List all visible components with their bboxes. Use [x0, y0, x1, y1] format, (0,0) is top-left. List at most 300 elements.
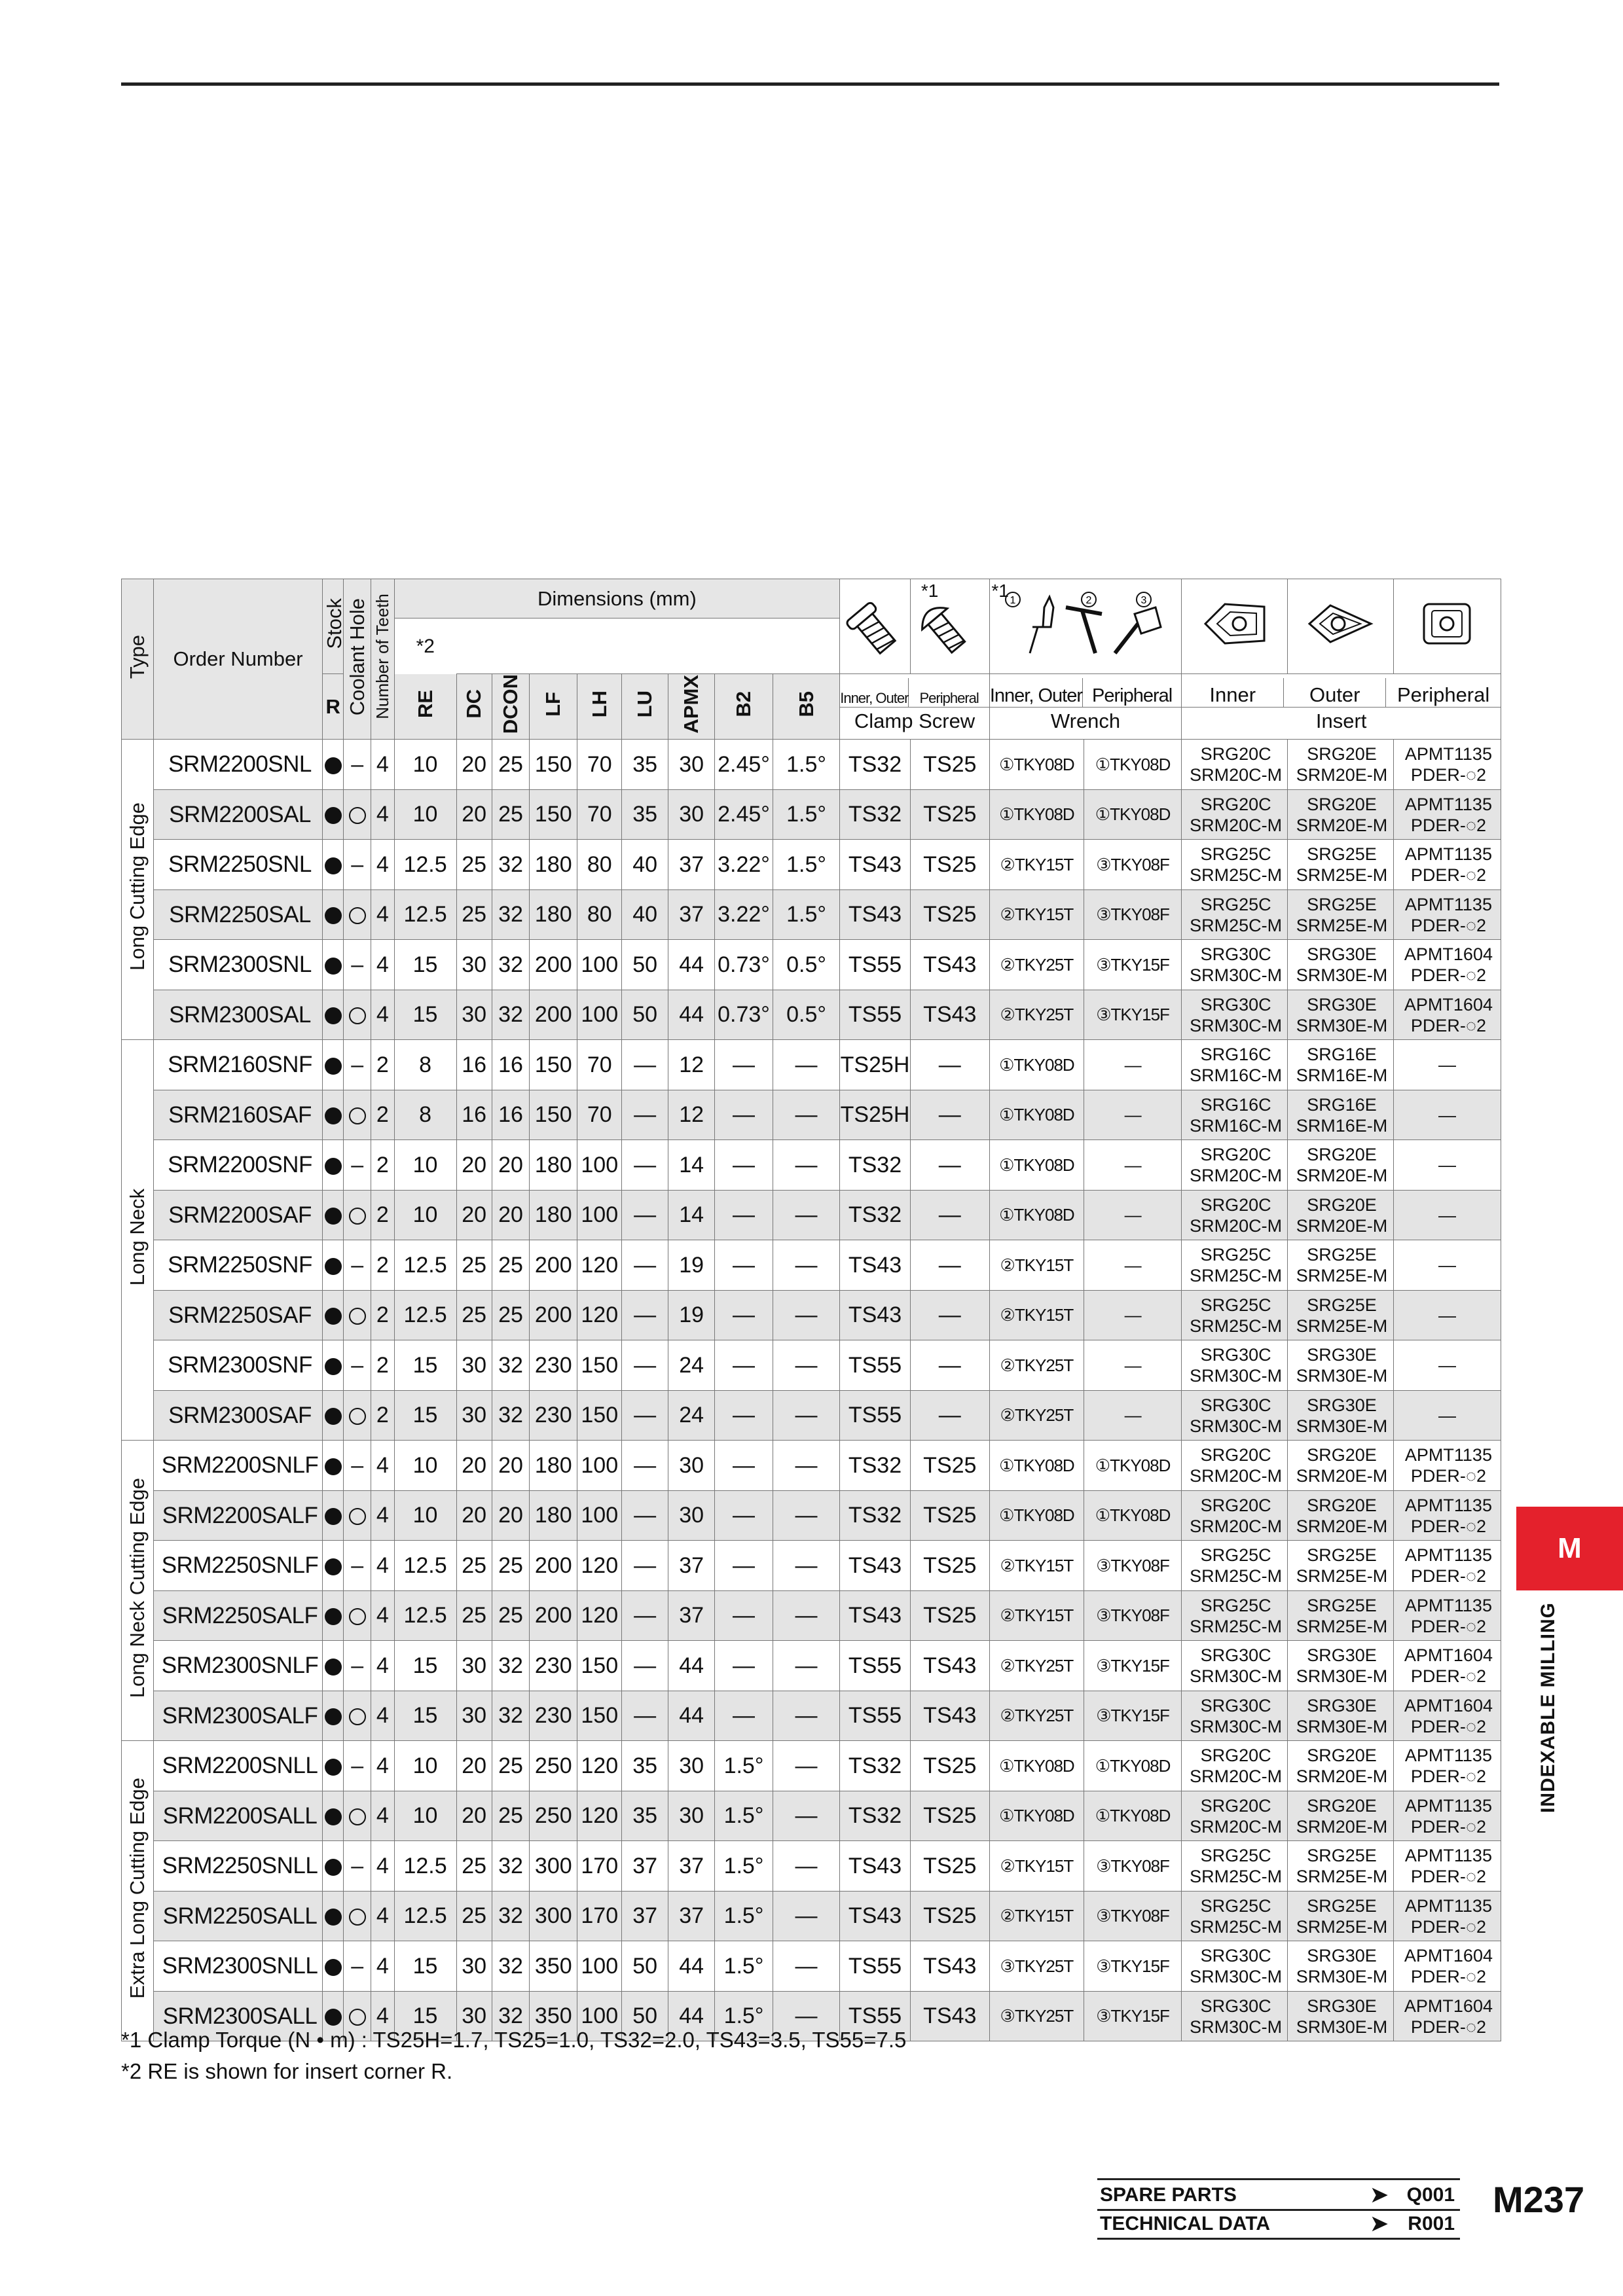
dc-cell: 30 [456, 1991, 492, 2041]
coolant-ring-icon [349, 1708, 366, 1725]
lf-cell: 350 [530, 1991, 577, 2041]
wrench-peripheral-cell: ③TKY15F [1084, 1691, 1181, 1741]
lh-cell: 100 [577, 1140, 622, 1191]
stock-cell [322, 1590, 343, 1641]
wrench-peripheral-cell: — [1084, 1240, 1181, 1291]
clamp-screw-peripheral-cell: TS25 [910, 1741, 989, 1791]
arrow-right-icon: ➤ [1370, 2183, 1388, 2206]
table-row [122, 990, 1501, 1040]
teeth-cell: 4 [371, 889, 394, 940]
stock-cell [322, 1040, 343, 1090]
b5-cell: — [773, 1190, 839, 1240]
stock-dot-icon [325, 807, 342, 824]
teeth-cell: 2 [371, 1240, 394, 1291]
apmx-cell: 30 [668, 1741, 715, 1791]
stock-cell [322, 1541, 343, 1591]
b5-cell: 1.5° [773, 789, 839, 840]
lh-cell: 70 [577, 1090, 622, 1140]
table-row [122, 1290, 1501, 1340]
dc-cell: 20 [456, 789, 492, 840]
table-row [122, 1941, 1501, 1992]
section-tab-m[interactable]: M [1516, 1507, 1623, 1590]
lu-cell: — [622, 1691, 668, 1741]
order-number-cell: SRM2160SNF [154, 1040, 323, 1090]
wrench-inner-outer-cell: ①TKY08D [989, 1490, 1084, 1541]
lf-cell: 200 [530, 1290, 577, 1340]
insert-peripheral-cell: — [1393, 1090, 1501, 1140]
insert-outer-cell: SRG20E SRM20E-M [1288, 789, 1394, 840]
lf-cell: 200 [530, 1240, 577, 1291]
lh-cell: 100 [577, 1190, 622, 1240]
b2-cell: — [715, 1691, 773, 1741]
lh-cell: 150 [577, 1340, 622, 1391]
lh-cell: 150 [577, 1390, 622, 1441]
lh-cell: 70 [577, 1040, 622, 1090]
insert-inner-cell: SRG25C SRM25C-M [1182, 1290, 1288, 1340]
order-number-cell: SRM2200SNLL [154, 1741, 323, 1791]
lh-cell: 120 [577, 1590, 622, 1641]
coolant-hole-cell [344, 990, 371, 1040]
b2-cell: 2.45° [715, 740, 773, 790]
teeth-cell: 4 [371, 1891, 394, 1941]
apmx-cell: 37 [668, 1891, 715, 1941]
order-number-cell: SRM2160SAF [154, 1090, 323, 1140]
re-cell: 15 [394, 940, 456, 990]
dc-cell: 20 [456, 1441, 492, 1491]
coolant-hole-cell: – [344, 1441, 371, 1491]
wrench-inner-outer-cell: ①TKY08D [989, 789, 1084, 840]
insert-peripheral-cell: APMT1604 PDER-◌2 [1393, 1941, 1501, 1992]
b2-cell: — [715, 1340, 773, 1391]
coolant-hole-cell: – [344, 1340, 371, 1391]
apmx-cell: 37 [668, 1590, 715, 1641]
insert-peripheral-cell: APMT1135 PDER-◌2 [1393, 1590, 1501, 1641]
b5-cell: — [773, 1541, 839, 1591]
lf-cell: 200 [530, 1590, 577, 1641]
wrench-peripheral-cell: ①TKY08D [1084, 1791, 1181, 1841]
insert-outer-cell: SRG25E SRM25E-M [1288, 1541, 1394, 1591]
star1-marker: *1 [921, 581, 939, 601]
b5-cell: — [773, 1691, 839, 1741]
teeth-cell: 2 [371, 1040, 394, 1090]
insert-peripheral-cell: — [1393, 1190, 1501, 1240]
wrench-inner-outer-cell: ②TKY15T [989, 1290, 1084, 1340]
clamp-screw-label: Clamp Screw [854, 709, 976, 733]
lu-cell: 35 [622, 789, 668, 840]
re-cell: 10 [394, 1490, 456, 1541]
coolant-ring-icon [349, 807, 366, 824]
lf-cell: 180 [530, 1140, 577, 1191]
order-number-cell: SRM2300SALL [154, 1991, 323, 2041]
wrench-peripheral-cell: ③TKY15F [1084, 940, 1181, 990]
re-cell: 12.5 [394, 1891, 456, 1941]
teeth-cell: 4 [371, 1991, 394, 2041]
stock-cell [322, 1090, 343, 1140]
teeth-cell: 4 [371, 789, 394, 840]
wrench-inner-outer-cell: ①TKY08D [989, 740, 1084, 790]
stock-dot-icon [325, 1058, 342, 1075]
stock-cell [322, 1641, 343, 1691]
insert-inner-cell: SRG20C SRM20C-M [1182, 1190, 1288, 1240]
clamp-screw-peripheral-cell: TS25 [910, 1441, 989, 1491]
insert-inner-cell: SRG20C SRM20C-M [1182, 1490, 1288, 1541]
dcon-cell: 32 [492, 1991, 529, 2041]
ref-spare-parts[interactable] [1097, 2178, 1460, 2211]
clamp-screw-inner-outer-cell: TS25H [840, 1090, 911, 1140]
re-cell: 12.5 [394, 1590, 456, 1641]
table-row [122, 1791, 1501, 1841]
stock-cell [322, 740, 343, 790]
clamp-screw-inner-outer-cell: TS43 [840, 1891, 911, 1941]
re-cell: 12.5 [394, 1240, 456, 1291]
dc-cell: 16 [456, 1040, 492, 1090]
table-row [122, 1240, 1501, 1291]
lf-cell: 300 [530, 1891, 577, 1941]
clamp-screw-peripheral-cell: TS25 [910, 740, 989, 790]
insert-outer-icon [1288, 579, 1394, 674]
coolant-hole-cell [344, 1691, 371, 1741]
order-number-cell: SRM2200SAL [154, 789, 323, 840]
apmx-cell: 30 [668, 1441, 715, 1491]
lh-cell: 100 [577, 1991, 622, 2041]
lf-cell: 250 [530, 1791, 577, 1841]
table-row [122, 1090, 1501, 1140]
lu-cell: — [622, 1390, 668, 1441]
stock-cell [322, 1441, 343, 1491]
insert-outer-cell: SRG30E SRM30E-M [1288, 990, 1394, 1040]
wrench-icons [989, 579, 1181, 674]
coolant-ring-icon [349, 1508, 366, 1525]
insert-peripheral-cell: APMT1135 PDER-◌2 [1393, 1741, 1501, 1791]
clamp-screw-inner-outer-cell: TS55 [840, 1691, 911, 1741]
lu-cell: — [622, 1290, 668, 1340]
insert-outer-cell: SRG30E SRM30E-M [1288, 1641, 1394, 1691]
insert-inner-cell: SRG30C SRM30C-M [1182, 1641, 1288, 1691]
teeth-cell: 2 [371, 1140, 394, 1191]
type-group-label: Long Neck [122, 1040, 154, 1441]
lh-cell: 80 [577, 889, 622, 940]
clamp-screw-inner-outer-cell: TS55 [840, 1991, 911, 2041]
apmx-cell: 30 [668, 1791, 715, 1841]
wrench-peripheral-cell: ③TKY15F [1084, 1941, 1181, 1992]
dcon-cell: 25 [492, 740, 529, 790]
apmx-cell: 24 [668, 1390, 715, 1441]
teeth-header: Number of Teeth [371, 579, 394, 740]
dcon-cell: 25 [492, 1541, 529, 1591]
apmx-cell: 37 [668, 889, 715, 940]
order-number-cell: SRM2300SAF [154, 1390, 323, 1441]
re-cell: 10 [394, 1741, 456, 1791]
order-number-cell: SRM2300SALF [154, 1691, 323, 1741]
clamp-screw-inner-outer-cell: TS32 [840, 1190, 911, 1240]
table-row [122, 1891, 1501, 1941]
wrench-inner-outer-cell: ①TKY08D [989, 1190, 1084, 1240]
b5-cell: — [773, 1040, 839, 1090]
coolant-ring-icon [349, 907, 366, 924]
coolant-ring-icon [349, 1308, 366, 1325]
b2-cell: 3.22° [715, 889, 773, 940]
wrench-label: Wrench [1050, 709, 1121, 733]
teeth-cell: 4 [371, 1541, 394, 1591]
clamp-screw-peripheral-cell: TS43 [910, 990, 989, 1040]
apmx-cell: 37 [668, 840, 715, 890]
coolant-ring-icon [349, 1007, 366, 1024]
wrench-sub-inner-outer: Inner, Outer [990, 678, 1083, 707]
top-rule [121, 82, 1499, 86]
insert-peripheral-cell: APMT1135 PDER-◌2 [1393, 1841, 1501, 1892]
dim-b2: B2 [715, 674, 773, 740]
order-number-cell: SRM2300SNL [154, 940, 323, 990]
dcon-cell: 20 [492, 1190, 529, 1240]
coolant-hole-cell [344, 889, 371, 940]
clamp-screw-header [840, 674, 990, 740]
clamp-screw-peripheral-cell: TS25 [910, 1791, 989, 1841]
teeth-cell: 4 [371, 1691, 394, 1741]
order-number-cell: SRM2250SNF [154, 1240, 323, 1291]
lu-cell: — [622, 1541, 668, 1591]
stock-dot-icon [325, 2009, 342, 2026]
apmx-cell: 12 [668, 1040, 715, 1090]
wrench-peripheral-cell: ①TKY08D [1084, 789, 1181, 840]
clamp-sub-inner-outer: Inner, Outer [840, 678, 909, 707]
stock-dot-icon [325, 958, 342, 975]
lu-cell: 37 [622, 1841, 668, 1892]
wrench-inner-outer-cell: ②TKY15T [989, 840, 1084, 890]
insert-inner-cell: SRG25C SRM25C-M [1182, 1841, 1288, 1892]
table-row [122, 1441, 1501, 1491]
re-cell: 15 [394, 1340, 456, 1391]
order-number-cell: SRM2200SALL [154, 1791, 323, 1841]
re-cell: 10 [394, 1190, 456, 1240]
insert-peripheral-cell: — [1393, 1240, 1501, 1291]
teeth-cell: 2 [371, 1190, 394, 1240]
coolant-ring-icon [349, 1909, 366, 1926]
stock-dot-icon [325, 1708, 342, 1725]
lu-cell: — [622, 1190, 668, 1240]
clamp-screw-peripheral-cell: TS25 [910, 1841, 989, 1892]
clamp-screw-inner-outer-cell: TS43 [840, 1240, 911, 1291]
insert-outer-cell: SRG20E SRM20E-M [1288, 1741, 1394, 1791]
wrench-peripheral-cell: ③TKY08F [1084, 1841, 1181, 1892]
wrench-inner-outer-cell: ②TKY15T [989, 1891, 1084, 1941]
dcon-cell: 20 [492, 1140, 529, 1191]
apmx-cell: 30 [668, 740, 715, 790]
insert-peripheral-cell: APMT1135 PDER-◌2 [1393, 1791, 1501, 1841]
stock-dot-icon [325, 1408, 342, 1425]
lu-cell: 50 [622, 990, 668, 1040]
stock-dot-icon [325, 1959, 342, 1976]
type-group-label: Extra Long Cutting Edge [122, 1741, 154, 2041]
dc-cell: 25 [456, 1240, 492, 1291]
coolant-hole-cell [344, 1390, 371, 1441]
insert-peripheral-cell: APMT1604 PDER-◌2 [1393, 990, 1501, 1040]
b5-cell: — [773, 1090, 839, 1140]
stock-cell [322, 889, 343, 940]
order-number-cell: SRM2300SNLL [154, 1941, 323, 1992]
lh-cell: 120 [577, 1290, 622, 1340]
lf-cell: 180 [530, 1490, 577, 1541]
insert-peripheral-cell: APMT1135 PDER-◌2 [1393, 1891, 1501, 1941]
b2-cell: 1.5° [715, 1791, 773, 1841]
insert-inner-cell: SRG30C SRM30C-M [1182, 1991, 1288, 2041]
clamp-screw-inner-outer-cell: TS55 [840, 1390, 911, 1441]
stock-dot-icon [325, 1859, 342, 1876]
b5-cell: — [773, 1340, 839, 1391]
table-row [122, 840, 1501, 890]
stock-header: Stock [322, 579, 343, 674]
stock-dot-icon [325, 1308, 342, 1325]
coolant-hole-cell [344, 1090, 371, 1140]
dc-cell: 30 [456, 1390, 492, 1441]
lh-cell: 70 [577, 740, 622, 790]
table-row [122, 789, 1501, 840]
section-label [1531, 1597, 1570, 1813]
clamp-screw-peripheral-cell: TS43 [910, 1941, 989, 1992]
lh-cell: 80 [577, 840, 622, 890]
coolant-hole-cell: – [344, 840, 371, 890]
teeth-cell: 4 [371, 1841, 394, 1892]
clamp-screw-peripheral-cell: TS25 [910, 1590, 989, 1641]
insert-outer-cell: SRG25E SRM25E-M [1288, 1240, 1394, 1291]
stock-cell [322, 1340, 343, 1391]
lf-cell: 180 [530, 840, 577, 890]
re-cell: 8 [394, 1090, 456, 1140]
wrench-peripheral-cell: — [1084, 1340, 1181, 1391]
circle-1-icon: 1 [1010, 595, 1016, 606]
b5-cell: 1.5° [773, 889, 839, 940]
apmx-cell: 37 [668, 1541, 715, 1591]
coolant-ring-icon [349, 1208, 366, 1225]
stock-cell [322, 1891, 343, 1941]
order-number-cell: SRM2250SALF [154, 1590, 323, 1641]
stock-cell [322, 940, 343, 990]
b5-cell: — [773, 1140, 839, 1191]
wrench-header [989, 674, 1181, 740]
insert-peripheral-cell: — [1393, 1290, 1501, 1340]
dcon-cell: 16 [492, 1040, 529, 1090]
dim-b5: B5 [773, 674, 839, 740]
insert-outer-cell: SRG30E SRM30E-M [1288, 1691, 1394, 1741]
b5-cell: — [773, 1290, 839, 1340]
dim-dcon: DCON [492, 674, 529, 740]
ref-technical-data[interactable] [1097, 2209, 1460, 2240]
b5-cell: — [773, 1590, 839, 1641]
clamp-screw-inner-outer-cell: TS43 [840, 1590, 911, 1641]
order-number-cell: SRM2200SNLF [154, 1441, 323, 1491]
clamp-screw-inner-outer-cell: TS43 [840, 1541, 911, 1591]
stock-cell [322, 1741, 343, 1791]
ref-code[interactable]: R001 [1408, 2213, 1455, 2234]
b2-cell: 1.5° [715, 1941, 773, 1992]
stock-dot-icon [325, 1258, 342, 1275]
lf-cell: 150 [530, 1090, 577, 1140]
footnote-clamp-torque: *1 Clamp Torque (N • m) : TS25H=1.7, TS25=1.0, TS32=2.0, TS43=3.5, TS55=7.5 [121, 2028, 907, 2052]
insert-inner-cell: SRG25C SRM25C-M [1182, 889, 1288, 940]
stock-dot-icon [325, 1007, 342, 1024]
clamp-screw-peripheral-cell: TS25 [910, 1541, 989, 1591]
dc-cell: 20 [456, 1490, 492, 1541]
lu-cell: — [622, 1240, 668, 1291]
wrench-peripheral-cell: — [1084, 1390, 1181, 1441]
teeth-cell: 4 [371, 1490, 394, 1541]
dcon-cell: 25 [492, 1791, 529, 1841]
type-group-label: Long Neck Cutting Edge [122, 1441, 154, 1741]
clamp-screw-peripheral-cell: — [910, 1390, 989, 1441]
lu-cell: 50 [622, 1991, 668, 2041]
b5-cell: — [773, 1490, 839, 1541]
table-row [122, 1590, 1501, 1641]
lf-cell: 230 [530, 1340, 577, 1391]
wrench-peripheral-cell: ③TKY08F [1084, 840, 1181, 890]
insert-outer-cell: SRG25E SRM25E-M [1288, 1841, 1394, 1892]
clamp-screw-peripheral-cell: — [910, 1290, 989, 1340]
insert-peripheral-icon [1393, 579, 1501, 674]
wrench-inner-outer-cell: ②TKY15T [989, 1541, 1084, 1591]
order-number-cell: SRM2200SALF [154, 1490, 323, 1541]
apmx-cell: 44 [668, 1941, 715, 1992]
stock-cell [322, 1390, 343, 1441]
insert-inner-cell: SRG20C SRM20C-M [1182, 740, 1288, 790]
teeth-cell: 2 [371, 1290, 394, 1340]
section-label-text: INDEXABLE MILLING [1537, 1602, 1559, 1813]
coolant-hole-cell [344, 1590, 371, 1641]
product-table-wrapper [121, 579, 1501, 2041]
b2-cell: — [715, 1541, 773, 1591]
clamp-screw-peripheral-cell: TS25 [910, 840, 989, 890]
b5-cell: — [773, 1390, 839, 1441]
insert-outer-cell: SRG16E SRM16E-M [1288, 1040, 1394, 1090]
clamp-screw-peripheral-cell: — [910, 1340, 989, 1391]
ref-label: SPARE PARTS [1100, 2184, 1237, 2206]
lf-cell: 200 [530, 940, 577, 990]
insert-outer-cell: SRG25E SRM25E-M [1288, 1590, 1394, 1641]
table-row [122, 1841, 1501, 1892]
clamp-screw-peripheral-cell: TS43 [910, 1641, 989, 1691]
insert-outer-cell: SRG20E SRM20E-M [1288, 1190, 1394, 1240]
teeth-cell: 4 [371, 840, 394, 890]
dim-lh: LH [577, 674, 622, 740]
b2-cell: — [715, 1390, 773, 1441]
b2-cell: 1.5° [715, 1891, 773, 1941]
teeth-cell: 4 [371, 1590, 394, 1641]
stock-dot-icon [325, 857, 342, 874]
re-cell: 10 [394, 1791, 456, 1841]
svg-text:3: 3 [1140, 595, 1147, 606]
wrench-peripheral-cell: ①TKY08D [1084, 1741, 1181, 1791]
wrench-peripheral-cell: ①TKY08D [1084, 1490, 1181, 1541]
insert-inner-cell: SRG20C SRM20C-M [1182, 1741, 1288, 1791]
coolant-hole-cell: – [344, 740, 371, 790]
wrench-peripheral-cell: ③TKY08F [1084, 1891, 1181, 1941]
star1-marker: *1 [991, 581, 1009, 601]
lf-cell: 200 [530, 1541, 577, 1591]
lh-cell: 100 [577, 1490, 622, 1541]
stock-cell [322, 1791, 343, 1841]
clamp-screw-inner-outer-cell: TS32 [840, 1140, 911, 1191]
stock-dot-icon [325, 1158, 342, 1175]
insert-inner-cell: SRG25C SRM25C-M [1182, 1590, 1288, 1641]
dcon-cell: 32 [492, 1841, 529, 1892]
re-cell: 15 [394, 1941, 456, 1992]
dim-lu: LU [622, 674, 668, 740]
stock-cell [322, 1140, 343, 1191]
teeth-cell: 4 [371, 1741, 394, 1791]
insert-sub-outer: Outer [1284, 678, 1386, 707]
ref-code[interactable]: Q001 [1406, 2184, 1455, 2206]
screw-icon [911, 588, 973, 660]
insert-outer-cell: SRG16E SRM16E-M [1288, 1090, 1394, 1140]
lu-cell: — [622, 1641, 668, 1691]
